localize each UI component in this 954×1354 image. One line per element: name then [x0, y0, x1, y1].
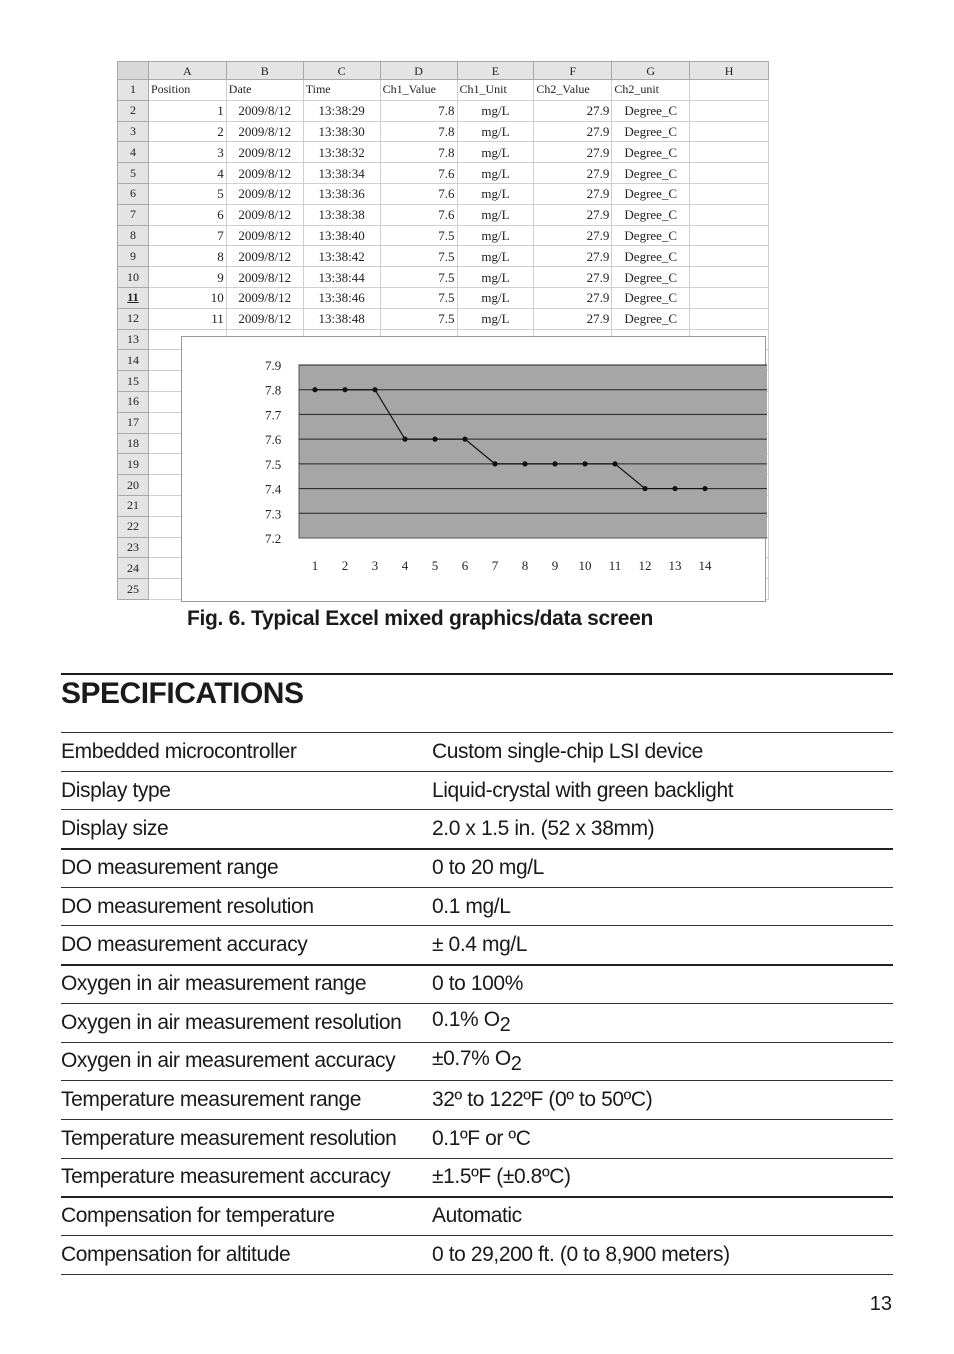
cell[interactable]	[690, 163, 769, 184]
x-tick-label: 13	[668, 558, 682, 573]
cell[interactable]: 13:38:42	[303, 246, 380, 267]
cell[interactable]: Degree_C	[612, 142, 690, 163]
sheet-row	[118, 287, 769, 308]
row-header[interactable]: 23	[118, 537, 149, 558]
cell[interactable]: 13:38:38	[303, 204, 380, 225]
x-tick-label: 10	[578, 558, 592, 573]
cell[interactable]: 7.6	[380, 204, 457, 225]
row-header[interactable]: 21	[118, 495, 149, 516]
cell[interactable]: 11	[148, 308, 226, 329]
cell[interactable]: 2009/8/12	[226, 100, 303, 121]
spec-value	[432, 1197, 893, 1236]
spec-row	[61, 810, 893, 849]
cell[interactable]: 13:38:40	[303, 225, 380, 246]
data-point	[522, 461, 527, 466]
cell[interactable]	[690, 121, 769, 142]
spec-value	[432, 965, 893, 1004]
cell[interactable]: mg/L	[457, 163, 534, 184]
cell[interactable]: Degree_C	[612, 121, 690, 142]
cell[interactable]: 2009/8/12	[226, 308, 303, 329]
spec-label: Display size	[61, 810, 432, 849]
cell[interactable]: Degree_C	[612, 100, 690, 121]
spec-label: Temperature measurement resolution	[61, 1119, 432, 1158]
y-tick-label: 7.3	[265, 506, 282, 522]
cell[interactable]: 27.9	[534, 163, 612, 184]
sheet-row	[118, 225, 769, 246]
cell[interactable]: 7.5	[380, 287, 457, 308]
cell[interactable]: 13:38:30	[303, 121, 380, 142]
cell[interactable]	[690, 267, 769, 288]
cell[interactable]	[690, 225, 769, 246]
spec-label: Compensation for temperature	[61, 1197, 432, 1236]
cell[interactable]: 1	[148, 100, 226, 121]
row-header[interactable]: 19	[118, 454, 149, 475]
cell[interactable]: 2	[148, 121, 226, 142]
cell[interactable]: 2009/8/12	[226, 121, 303, 142]
spec-label: Temperature measurement range	[61, 1081, 432, 1120]
cell[interactable]: 2009/8/12	[226, 142, 303, 163]
spec-row	[61, 965, 893, 1004]
spec-value-text: 0 to 100%	[432, 972, 523, 996]
spec-value-subscript: 2	[499, 1014, 511, 1037]
x-tick-label: 8	[521, 558, 529, 573]
spec-value-text: 32º to 122ºF (0º to 50ºC)	[432, 1088, 653, 1112]
column-header[interactable]: A	[148, 62, 226, 80]
row-header[interactable]: 18	[118, 433, 149, 454]
section-rule	[61, 673, 893, 675]
x-tick-label: 6	[461, 558, 469, 573]
cell[interactable]: 8	[148, 246, 226, 267]
sheet-row	[118, 121, 769, 142]
spec-row	[61, 1197, 893, 1236]
column-header-row	[118, 62, 769, 80]
cell[interactable]: Degree_C	[612, 163, 690, 184]
spec-label: Temperature measurement accuracy	[61, 1158, 432, 1197]
row-header[interactable]: 20	[118, 475, 149, 496]
specifications-body	[61, 733, 893, 1275]
spec-value	[432, 733, 893, 772]
cell[interactable]	[690, 100, 769, 121]
cell[interactable]	[690, 80, 769, 101]
spec-value-subscript: 2	[510, 1052, 522, 1075]
cell[interactable]: 2009/8/12	[226, 287, 303, 308]
cell[interactable]	[690, 183, 769, 204]
row-header[interactable]: 13	[118, 329, 149, 350]
y-tick-label: 7.4	[265, 481, 282, 497]
data-point	[642, 486, 647, 491]
row-header[interactable]: 14	[118, 350, 149, 371]
cell[interactable]: 6	[148, 204, 226, 225]
spec-label: DO measurement accuracy	[61, 926, 432, 965]
cell[interactable]: mg/L	[457, 142, 534, 163]
cell[interactable]: 27.9	[534, 142, 612, 163]
cell[interactable]: 27.9	[534, 204, 612, 225]
cell[interactable]: 13:38:48	[303, 308, 380, 329]
cell[interactable]: 27.9	[534, 246, 612, 267]
cell[interactable]: 27.9	[534, 308, 612, 329]
row-header[interactable]: 15	[118, 371, 149, 392]
y-tick-label: 7.5	[265, 456, 282, 472]
spec-value	[432, 1235, 893, 1274]
cell[interactable]: mg/L	[457, 121, 534, 142]
spec-value	[432, 810, 893, 849]
cell[interactable]: mg/L	[457, 308, 534, 329]
spec-value	[432, 849, 893, 888]
spec-value	[432, 1042, 893, 1081]
row-header[interactable]: 12	[118, 308, 149, 329]
cell[interactable]	[690, 142, 769, 163]
y-tick-label: 7.6	[265, 432, 282, 448]
data-point	[582, 461, 587, 466]
spec-label: DO measurement range	[61, 849, 432, 888]
cell[interactable]	[690, 308, 769, 329]
row-header[interactable]: 11	[118, 287, 149, 308]
spec-row	[61, 926, 893, 965]
spec-value-text: ± 0.4 mg/L	[432, 933, 528, 957]
row-header[interactable]: 5	[118, 163, 149, 184]
cell[interactable]: 10	[148, 287, 226, 308]
plot-area	[299, 365, 767, 538]
spec-label: Compensation for altitude	[61, 1235, 432, 1274]
column-header[interactable]: D	[380, 62, 457, 80]
row-header[interactable]: 7	[118, 204, 149, 225]
sheet-row	[118, 246, 769, 267]
spec-row	[61, 1042, 893, 1081]
cell[interactable]: Ch1_Unit	[457, 80, 534, 101]
cell[interactable]: 13:38:32	[303, 142, 380, 163]
cell[interactable]: Date	[226, 80, 303, 101]
spec-row	[61, 1235, 893, 1274]
cell[interactable]: 7.8	[380, 142, 457, 163]
specifications-table	[61, 732, 893, 1275]
row-header[interactable]: 24	[118, 558, 149, 579]
data-point	[402, 437, 407, 442]
sheet-row	[118, 267, 769, 288]
spec-value-text: Custom single-chip LSI device	[432, 739, 703, 763]
cell[interactable]: 2009/8/12	[226, 225, 303, 246]
cell[interactable]: Ch1_Value	[380, 80, 457, 101]
cell[interactable]: mg/L	[457, 267, 534, 288]
spec-value-text: 0.1 mg/L	[432, 894, 511, 918]
cell[interactable]: 5	[148, 183, 226, 204]
spec-value	[432, 1081, 893, 1120]
sheet-row	[118, 142, 769, 163]
data-point	[702, 486, 707, 491]
cell[interactable]	[690, 204, 769, 225]
spec-row	[61, 887, 893, 926]
row-header[interactable]: 9	[118, 246, 149, 267]
cell[interactable]: 7.5	[380, 308, 457, 329]
data-point	[492, 461, 497, 466]
x-tick-label: 11	[608, 558, 622, 573]
row-header[interactable]: 10	[118, 267, 149, 288]
column-header[interactable]: G	[612, 62, 690, 80]
column-header[interactable]: C	[303, 62, 380, 80]
cell[interactable]: Degree_C	[612, 204, 690, 225]
spec-value-text: 0 to 29,200 ft. (0 to 8,900 meters)	[432, 1242, 730, 1266]
x-tick-label: 4	[401, 558, 409, 573]
spec-value	[432, 887, 893, 926]
y-tick-label: 7.2	[265, 531, 282, 546]
column-header[interactable]: E	[457, 62, 534, 80]
y-tick-label: 7.7	[265, 407, 282, 423]
spec-row	[61, 771, 893, 810]
row-header[interactable]: 6	[118, 183, 149, 204]
cell[interactable]: mg/L	[457, 287, 534, 308]
cell[interactable]: 13:38:44	[303, 267, 380, 288]
cell[interactable]: 27.9	[534, 267, 612, 288]
spec-row	[61, 1119, 893, 1158]
spec-value	[432, 1003, 893, 1042]
spec-label: Oxygen in air measurement accuracy	[61, 1042, 432, 1081]
row-header[interactable]: 3	[118, 121, 149, 142]
column-header[interactable]: F	[534, 62, 612, 80]
cell[interactable]: 13:38:29	[303, 100, 380, 121]
x-tick-label: 12	[638, 558, 652, 573]
sheet-row	[118, 163, 769, 184]
y-tick-label: 7.8	[265, 382, 282, 398]
cell[interactable]: mg/L	[457, 246, 534, 267]
spec-label: Oxygen in air measurement range	[61, 965, 432, 1004]
cell[interactable]: Degree_C	[612, 267, 690, 288]
sheet-row	[118, 80, 769, 101]
data-point	[552, 461, 557, 466]
cell[interactable]: Ch2_Value	[534, 80, 612, 101]
data-point	[462, 437, 467, 442]
spec-value-text: ±0.7% O	[432, 1046, 511, 1070]
data-point	[432, 437, 437, 442]
cell[interactable]: 9	[148, 267, 226, 288]
row-header[interactable]: 4	[118, 142, 149, 163]
embedded-chart	[181, 336, 766, 602]
row-header[interactable]: 25	[118, 579, 149, 600]
sheet-row	[118, 183, 769, 204]
cell[interactable]: 27.9	[534, 287, 612, 308]
spec-row	[61, 1081, 893, 1120]
x-tick-label: 14	[698, 558, 712, 573]
cell[interactable]: 13:38:34	[303, 163, 380, 184]
cell[interactable]: 7.6	[380, 163, 457, 184]
row-header[interactable]: 1	[118, 80, 149, 101]
section-title: SPECIFICATIONS	[61, 677, 304, 710]
spec-value-text: 0 to 20 mg/L	[432, 856, 544, 880]
row-header[interactable]: 2	[118, 100, 149, 121]
sheet-row	[118, 100, 769, 121]
x-tick-label: 7	[491, 558, 499, 573]
spec-value-text: 2.0 x 1.5 in. (52 x 38mm)	[432, 816, 655, 840]
cell[interactable]: 2009/8/12	[226, 163, 303, 184]
cell[interactable]: 7.5	[380, 267, 457, 288]
spec-label: Embedded microcontroller	[61, 733, 432, 772]
cell[interactable]: 27.9	[534, 183, 612, 204]
data-point	[312, 387, 317, 392]
x-tick-label: 9	[551, 558, 559, 573]
spec-value-text: Liquid-crystal with green backlight	[432, 778, 734, 802]
spec-row	[61, 733, 893, 772]
cell[interactable]: Degree_C	[612, 246, 690, 267]
cell[interactable]: mg/L	[457, 100, 534, 121]
spec-value	[432, 771, 893, 810]
cell[interactable]: 7.8	[380, 121, 457, 142]
page-number: 13	[869, 1293, 892, 1315]
spec-value-text: Automatic	[432, 1204, 522, 1228]
excel-screenshot	[117, 61, 769, 604]
figure-caption: Fig. 6. Typical Excel mixed graphics/data screen	[186, 607, 654, 630]
spec-value	[432, 926, 893, 965]
cell[interactable]: 2009/8/12	[226, 183, 303, 204]
cell[interactable]	[690, 246, 769, 267]
spec-value	[432, 1158, 893, 1197]
cell[interactable]: Degree_C	[612, 287, 690, 308]
y-tick-label: 7.9	[265, 358, 282, 373]
cell[interactable]: Degree_C	[612, 225, 690, 246]
data-point	[612, 461, 617, 466]
column-header[interactable]: B	[226, 62, 303, 80]
cell[interactable]: 3	[148, 142, 226, 163]
x-tick-label: 5	[431, 558, 439, 573]
spec-row	[61, 849, 893, 888]
cell[interactable]: 2009/8/12	[226, 267, 303, 288]
x-tick-label: 2	[341, 558, 349, 573]
x-tick-label: 3	[371, 558, 379, 573]
cell[interactable]: mg/L	[457, 225, 534, 246]
spec-row	[61, 1003, 893, 1042]
spec-label: Display type	[61, 771, 432, 810]
data-point	[672, 486, 677, 491]
cell[interactable]: 7.8	[380, 100, 457, 121]
cell[interactable]: 7.6	[380, 183, 457, 204]
cell[interactable]: 13:38:46	[303, 287, 380, 308]
spec-value-text: 0.1% O	[432, 1008, 500, 1032]
cell[interactable]: 7.5	[380, 246, 457, 267]
cell[interactable]: Position	[148, 80, 226, 101]
cell[interactable]: Time	[303, 80, 380, 101]
cell[interactable]: 2009/8/12	[226, 204, 303, 225]
cell[interactable]: mg/L	[457, 204, 534, 225]
cell[interactable]: 27.9	[534, 100, 612, 121]
row-header[interactable]: 22	[118, 516, 149, 537]
spec-value-text: 0.1ºF or ºC	[432, 1126, 531, 1150]
spec-row	[61, 1158, 893, 1197]
x-tick-label: 1	[311, 558, 319, 573]
line-chart	[182, 337, 767, 603]
cell[interactable]: 7.5	[380, 225, 457, 246]
cell[interactable]: 2009/8/12	[226, 246, 303, 267]
data-point	[342, 387, 347, 392]
row-header[interactable]: 16	[118, 391, 149, 412]
cell[interactable]: Degree_C	[612, 308, 690, 329]
cell[interactable]: 27.9	[534, 225, 612, 246]
data-point	[372, 387, 377, 392]
spec-value-text: ±1.5ºF (±0.8ºC)	[432, 1165, 571, 1189]
cell[interactable]: 7	[148, 225, 226, 246]
column-header[interactable]: H	[690, 62, 769, 80]
sheet-row	[118, 308, 769, 329]
cell[interactable]: 27.9	[534, 121, 612, 142]
spec-value	[432, 1119, 893, 1158]
cell[interactable]: 4	[148, 163, 226, 184]
select-all-corner[interactable]	[118, 62, 149, 80]
cell[interactable]	[690, 287, 769, 308]
cell[interactable]: Degree_C	[612, 183, 690, 204]
row-header[interactable]: 17	[118, 412, 149, 433]
cell[interactable]: mg/L	[457, 183, 534, 204]
spec-label: Oxygen in air measurement resolution	[61, 1003, 432, 1042]
cell[interactable]: 13:38:36	[303, 183, 380, 204]
row-header[interactable]: 8	[118, 225, 149, 246]
spec-label: DO measurement resolution	[61, 887, 432, 926]
sheet-row	[118, 204, 769, 225]
cell[interactable]: Ch2_unit	[612, 80, 690, 101]
